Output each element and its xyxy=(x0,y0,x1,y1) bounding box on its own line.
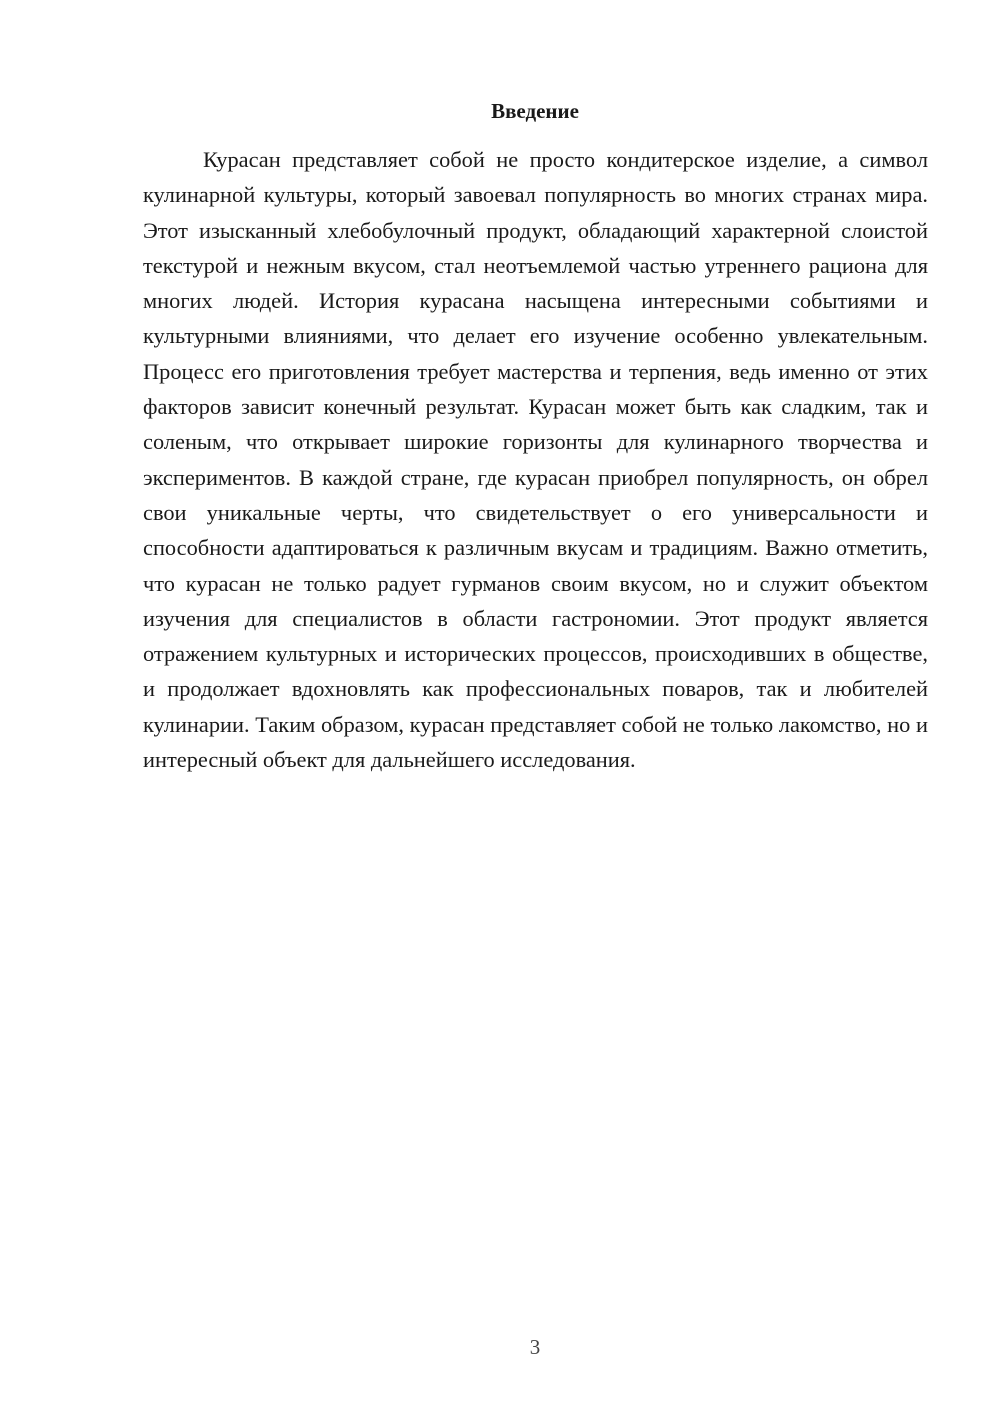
section-heading: Введение xyxy=(491,99,579,123)
page-number: 3 xyxy=(529,1335,541,1359)
introduction-paragraph: Курасан представляет собой не просто кондитерское изделие, а символ кулинарной культуры, который завоевал популярность во многих странах мира. Этот изысканный хлебобулочный продукт, обладающий характерной слоистой текстурой и нежным вкусом, стал неотъемлемой частью утреннего рациона для многих людей. История курасана насыщена интересными событиями и культурными влияниями, что делает его изучение особенно увлекательным. Процесс его приготовления требует мастерства и терпения, ведь именно от этих факторов зависит конечный результат. Курасан может быть как сладким, так и соленым, что открывает широкие горизонты для кулинарного творчества и экспериментов. В каждой стране, где курасан приобрел популярность, он обрел свои уникальные черты, что свидетельствует о его универсальности и способности адаптироваться к различным вкусам и традициям. Важно отметить, что курасан не только радует гурманов своим вкусом, но и служит объектом изучения для специалистов в области гастрономии. Этот продукт является отражением культурных и исторических процессов, происходивших в обществе, и продолжает вдохновлять как профессиональных поваров, так и любителей кулинарии. Таким образом, курасан представляет собой не только лакомство, но и интересный объект для дальнейшего исследования. xyxy=(143,147,928,773)
